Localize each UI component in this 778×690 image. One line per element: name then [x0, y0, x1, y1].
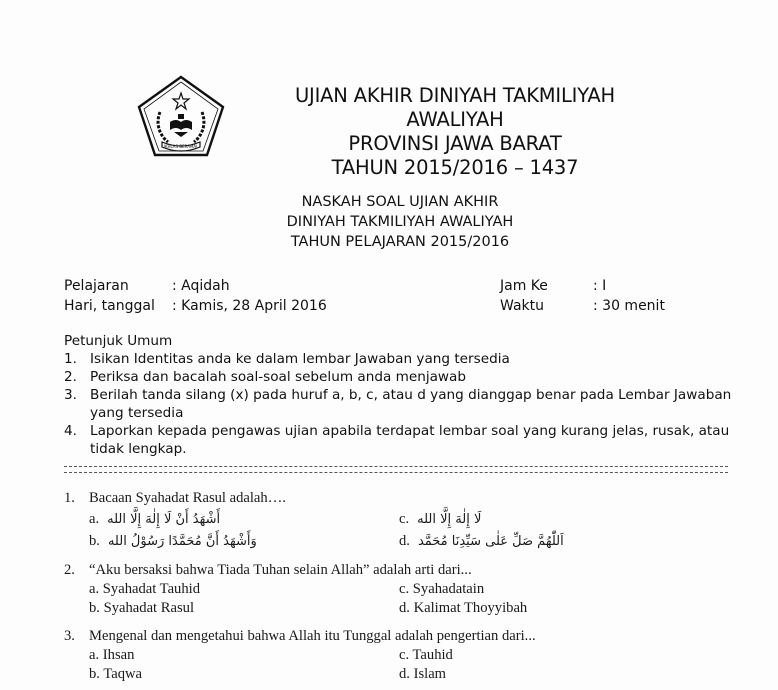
question-text: Bacaan Syahadat Rasul adalah….: [89, 490, 286, 506]
header-line-3: TAHUN 2015/2016 – 1437: [331, 156, 579, 179]
header-line-1: UJIAN AKHIR DINIYAH TAKMILIYAH AWALIYAH: [294, 84, 615, 131]
option-text-arabic: وَأَشْهَدُ أَنَّ مُحَمَّدًا رَسُوْلُ الله: [107, 534, 257, 549]
instruction-text: Laporkan kepada pengawas ujian apabila terdapat lembar soal yang kurang jelas, rusak, atau tidak lengkap.: [90, 423, 730, 457]
general-instructions: [64, 332, 754, 458]
option-letter: d.: [399, 600, 410, 616]
question-stem: [64, 626, 744, 646]
option-text: Syahadat Tauhid: [102, 581, 200, 597]
option-d: [399, 599, 709, 618]
duration-label: Waktu: [500, 298, 544, 314]
option-row: [89, 599, 744, 618]
option-letter: a.: [89, 581, 100, 597]
option-text: Tauhid: [412, 647, 453, 663]
option-text-arabic: اَللّٰهُمَّ صَلِّ عَلٰى سَيِّدِنَا مُحَمَّد: [417, 534, 564, 549]
option-letter: d.: [399, 533, 410, 549]
option-letter: d.: [399, 666, 410, 682]
option-text: Syahadatain: [412, 581, 485, 597]
option-a: [89, 646, 399, 665]
option-letter: c.: [399, 581, 410, 597]
option-text: Ihsan: [102, 647, 135, 663]
option-letter: a.: [89, 511, 100, 527]
exam-info-left: [64, 276, 327, 316]
option-letter: c.: [399, 511, 410, 527]
question-1: [64, 488, 744, 552]
period-value: : I: [593, 278, 607, 294]
info-row-date: [64, 296, 327, 316]
section-divider: [64, 466, 728, 473]
info-row-period: [500, 276, 665, 296]
instruction-text: Isikan Identitas anda ke dalam lembar Jawaban yang tersedia: [90, 351, 510, 367]
option-text: Kalimat Thoyyibah: [413, 600, 528, 616]
instruction-item: [64, 350, 754, 368]
option-a: [89, 508, 399, 530]
info-row-subject: [64, 276, 327, 296]
option-a: [89, 580, 399, 599]
instruction-number: 3.: [64, 387, 77, 403]
exam-header: [245, 84, 665, 180]
option-letter: c.: [399, 647, 410, 663]
option-row: [89, 665, 744, 684]
subheader-line-3: TAHUN PELAJARAN 2015/2016: [290, 234, 510, 250]
option-d: [399, 665, 709, 684]
svg-text:IKHLAS BERAMAL: IKHLAS BERAMAL: [163, 144, 199, 149]
instruction-number: 4.: [64, 423, 77, 439]
date-value: : Kamis, 28 April 2016: [172, 298, 327, 314]
question-text: “Aku bersaksi bahwa Tiada Tuhan selain Allah” adalah arti dari...: [89, 562, 472, 578]
instruction-text: Berilah tanda silang (x) pada huruf a, b, c, atau d yang dianggap benar pada Lembar Jawaban yang tersedia: [90, 387, 732, 421]
subject-label: Pelajaran: [64, 278, 129, 294]
question-stem: [64, 560, 744, 580]
period-label: Jam Ke: [500, 278, 548, 294]
option-letter: b.: [89, 600, 100, 616]
option-text-arabic: أَشْهَدُ أَنْ لَا إِلٰهَ إِلَّا الله: [107, 512, 221, 527]
exam-subheader: [262, 192, 538, 252]
emblem-logo-icon: [136, 74, 226, 158]
date-label: Hari, tanggal: [64, 298, 155, 314]
option-c: [399, 646, 709, 665]
option-b: [89, 599, 399, 618]
duration-value: : 30 menit: [593, 298, 665, 314]
question-text: Mengenal dan mengetahui bahwa Allah itu Tunggal adalah pengertian dari...: [89, 628, 536, 644]
question-number: 3.: [64, 628, 75, 644]
instructions-list: [64, 350, 754, 458]
info-row-duration: [500, 296, 665, 316]
instructions-heading: Petunjuk Umum: [64, 333, 173, 349]
option-text: Taqwa: [103, 666, 143, 682]
option-letter: a.: [89, 647, 100, 663]
instruction-item: [64, 386, 754, 422]
answer-options: [89, 508, 744, 552]
answer-options: [89, 580, 744, 618]
instruction-item: [64, 368, 754, 386]
instruction-number: 1.: [64, 351, 77, 367]
option-d: [399, 530, 709, 552]
option-c: [399, 580, 709, 599]
subheader-line-1: NASKAH SOAL UJIAN AKHIR: [301, 194, 499, 210]
option-text-arabic: لَا إِلٰهَ إِلَّا الله: [417, 512, 482, 527]
answer-options: [89, 646, 744, 684]
option-letter: b.: [89, 666, 100, 682]
option-text: Islam: [413, 666, 447, 682]
option-text: Syahadat Rasul: [103, 600, 194, 616]
option-row: [89, 530, 744, 552]
question-number: 2.: [64, 562, 75, 578]
option-c: [399, 508, 709, 530]
option-letter: b.: [89, 533, 100, 549]
option-row: [89, 580, 744, 599]
instruction-item: [64, 422, 754, 458]
subject-value: : Aqidah: [172, 278, 230, 294]
question-2: [64, 560, 744, 618]
option-b: [89, 665, 399, 684]
instruction-number: 2.: [64, 369, 77, 385]
instruction-text: Periksa dan bacalah soal-soal sebelum anda menjawab: [90, 369, 467, 385]
question-stem: [64, 488, 744, 508]
option-row: [89, 508, 744, 530]
exam-info-right: [500, 276, 665, 316]
question-3: [64, 626, 744, 684]
option-row: [89, 646, 744, 665]
option-b: [89, 530, 399, 552]
header-line-2: PROVINSI JAWA BARAT: [348, 132, 562, 155]
question-number: 1.: [64, 490, 75, 506]
subheader-line-2: DINIYAH TAKMILIYAH AWALIYAH: [286, 214, 514, 230]
